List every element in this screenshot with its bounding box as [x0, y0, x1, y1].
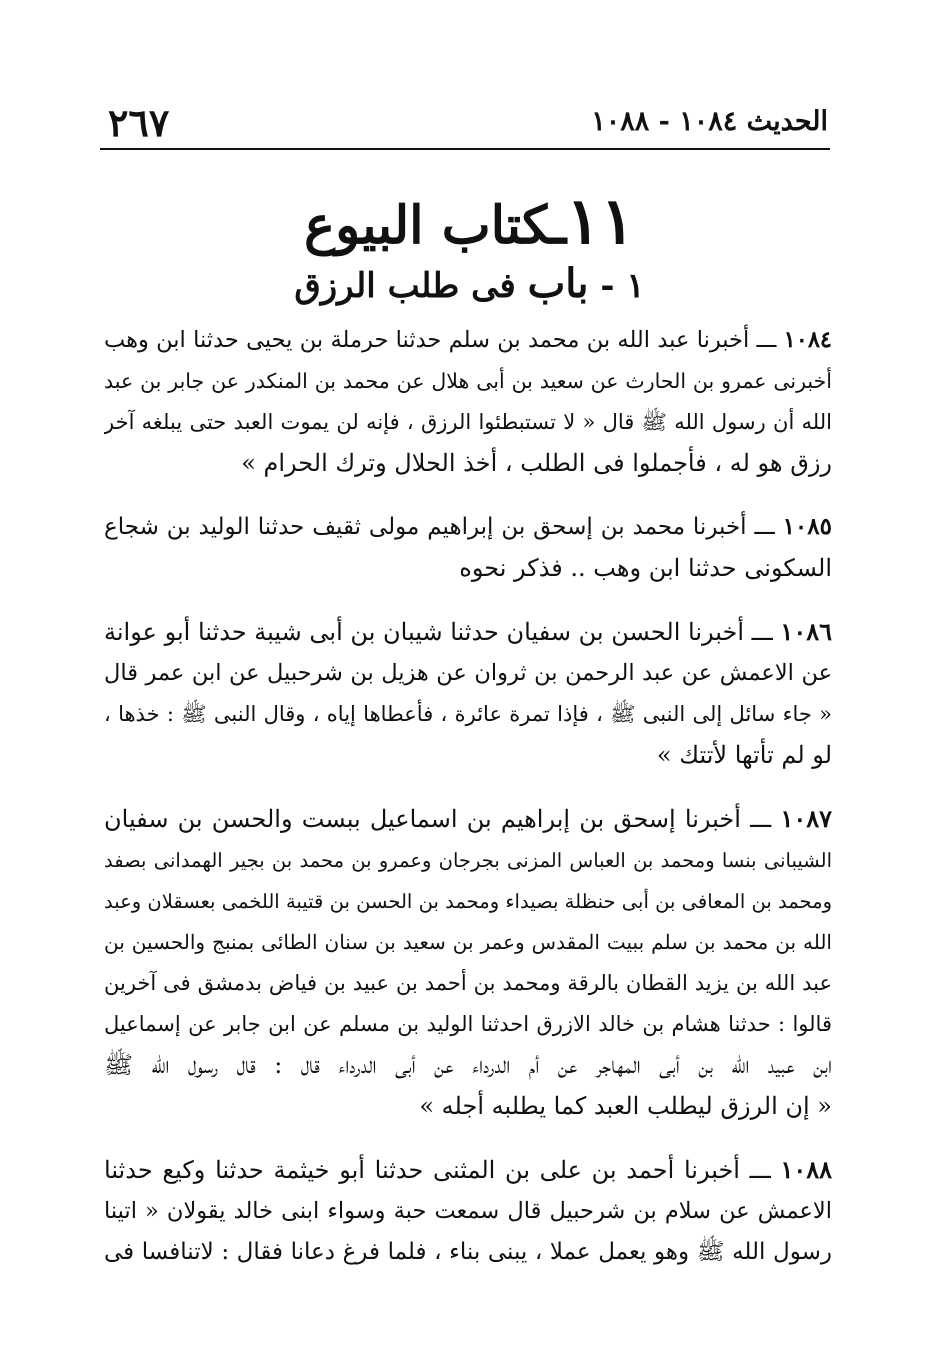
- book-number: ١١: [566, 184, 635, 259]
- book-heading: [0, 184, 939, 259]
- hadith-line: السكونى حدثنا ابن وهب .. فذكر نحوه: [459, 554, 832, 582]
- hadith-number: ١٠٨٤: [783, 327, 832, 353]
- hadith-line: لو لم تأتها لأتتك »: [656, 741, 832, 769]
- hadith-line: « إن الرزق ليطلب العبد كما يطلبه أجله »: [419, 1092, 832, 1120]
- hadith-line: عبد الله بن يزيد القطان بالرقة ومحمد بن أحمد بن عبيد بن فياض بدمشق فى آخرين: [104, 971, 832, 995]
- hadith-line: أخبرنى عمرو بن الحارث عن سعيد بن أبى هلال عن محمد بن المنكدر عن جابر بن عبد: [104, 369, 832, 393]
- hadith-line: ومحمد بن المعافى بن أبى حنظلة بصيداء ومحمد بن الحسن بن قتيبة اللخمى بعسقلان وعبد: [104, 890, 832, 913]
- hadith-line: [104, 798, 832, 840]
- hadith-line-text: ـــ أخبرنا أحمد بن على بن المثنى حدثنا أبو خيثمة حدثنا وكيع حدثنا: [104, 1156, 771, 1184]
- hadith-line-text: ـــ أخبرنا الحسن بن سفيان حدثنا شيبان بن أبى شيبة حدثنا أبو عوانة: [104, 618, 773, 646]
- hadith-number: ١٠٨٦: [780, 617, 832, 646]
- hadith-1086: [104, 611, 832, 776]
- hadith-line: قالوا : حدثنا هشام بن خالد الازرق احدثنا الوليد بن مسلم عن ابن جابر عن إسماعيل: [104, 1012, 832, 1036]
- hadith-line: [104, 1149, 832, 1191]
- hadith-number: ١٠٨٧: [780, 804, 832, 833]
- hadith-number: ١٠٨٥: [782, 513, 832, 540]
- hadith-number: ١٠٨٨: [780, 1155, 832, 1184]
- hadith-line-text: ـــ أخبرنا عبد الله بن محمد بن سلم حدثنا حرملة بن يحيى حدثنا ابن وهب: [104, 327, 777, 353]
- chapter-heading: [0, 262, 939, 308]
- hadith-line: الاعمش عن سلام بن شرحبيل قال سمعت حبة وسواء ابنى خالد يقولان « اتينا: [104, 1198, 832, 1224]
- hadith-line-text: ـــ أخبرنا محمد بن إسحق بن إبراهيم مولى ثقيف حدثنا الوليد بن شجاع: [104, 514, 775, 540]
- running-head: [108, 100, 828, 146]
- hadith-1085: [104, 506, 832, 589]
- hadith-line: الله أن رسول الله ﷺ قال « لا تستبطئوا الرزق ، فإنه لن يموت العبد حتى يبلغه آخر: [104, 410, 832, 434]
- hadith-line: رزق هو له ، فأجملوا فى الطلب ، أخذ الحلال وترك الحرام »: [241, 449, 832, 477]
- hadith-line: ابن عبيد الله بن أبى المهاجر عن أم الدرداء عن أبى الدرداء قال : قال رسول الله ﷺ: [104, 1051, 832, 1079]
- hadith-line: الشيبانى بنسا ومحمد بن العباس المزنى بجرجان وعمرو بن محمد بن بجير الهمدانى بصفد: [104, 849, 832, 872]
- chapter-bab: باب: [527, 260, 589, 307]
- hadith-line: [104, 506, 832, 548]
- hadith-line: عن الاعمش عن عبد الرحمن بن ثروان عن هزيل بن شرحبيل عن ابن عمر قال: [104, 660, 832, 686]
- hadith-line: [104, 611, 832, 653]
- chapter-number: ١: [626, 266, 645, 306]
- hadith-line: الله بن محمد بن سلم ببيت المقدس وعمر بن سعيد بن سنان الطائى بمنبج والحسين بن: [104, 930, 832, 954]
- hadith-1088: [104, 1149, 832, 1273]
- book-dash: ـ: [550, 195, 567, 256]
- hadith-1084: [104, 320, 832, 484]
- hadith-line: « جاء سائل إلى النبى ﷺ ، فإذا تمرة عائرة ، فأعطاها إياه ، وقال النبى ﷺ : خذها ،: [104, 702, 832, 726]
- hadith-line: رسول الله ﷺ وهو يعمل عملا ، يبنى بناء ، فلما فرغ دعانا فقال : لاتنافسا فى: [104, 1239, 832, 1265]
- page-number: ٢٦٧: [108, 100, 170, 145]
- running-head-title: الحديث ١٠٨٤ - ١٠٨٨: [591, 106, 828, 137]
- header-rule: [100, 148, 830, 150]
- chapter-title: فى طلب الرزق: [294, 266, 516, 306]
- book-title: كتاب البيوع: [304, 195, 551, 256]
- hadith-line-text: ـــ أخبرنا إسحق بن إبراهيم بن اسماعيل ببست والحسن بن سفيان: [104, 805, 772, 833]
- hadith-1087: [104, 798, 832, 1127]
- hadith-list: [104, 320, 832, 1295]
- hadith-line: [104, 320, 832, 361]
- chapter-dash: -: [600, 266, 615, 306]
